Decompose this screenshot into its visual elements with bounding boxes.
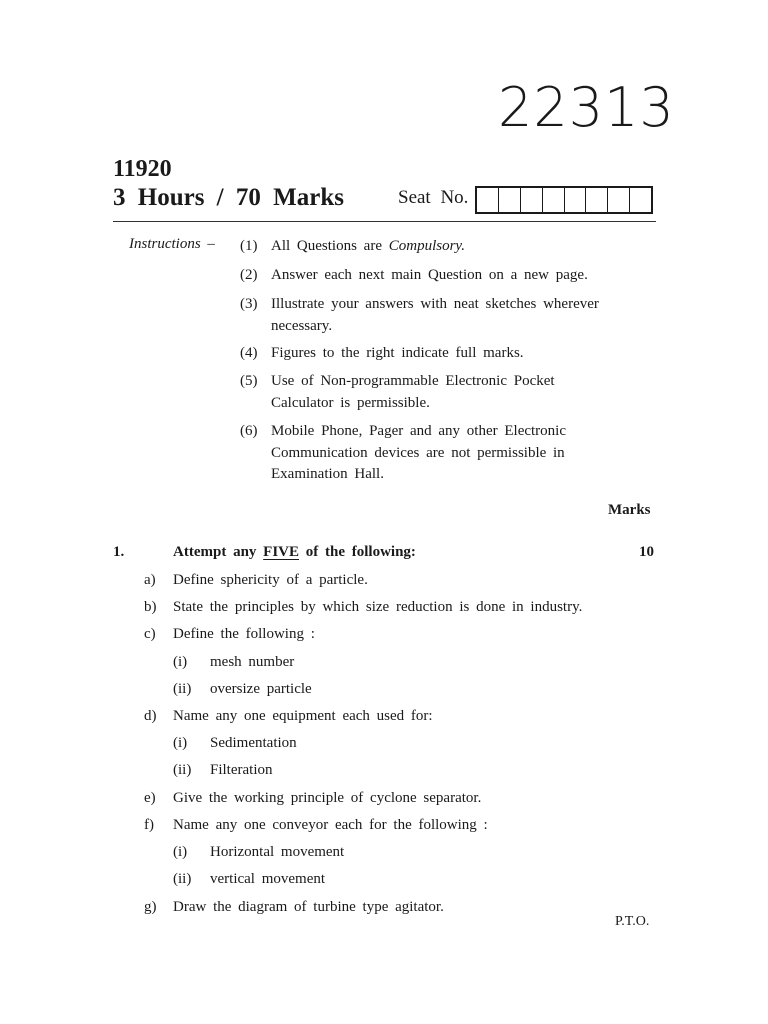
instruction-text: All Questions are Compulsory. (271, 238, 465, 254)
subpart-label: (ii) (173, 871, 192, 887)
part-label: d) (144, 708, 157, 724)
instruction-text: Use of Non-programmable Electronic Pocket Calculator is permissible. (271, 373, 555, 411)
subpart-text: Sedimentation (210, 735, 297, 751)
part-label: b) (144, 599, 157, 615)
part-text: State the principles by which size reduction is done in industry. (173, 599, 583, 615)
subpart-label: (i) (173, 844, 188, 860)
exam-code: 11920 (113, 156, 172, 182)
instruction-number: (6) (240, 423, 258, 439)
subpart-label: (ii) (173, 762, 192, 778)
instructions-label: Instructions – (129, 236, 215, 252)
subpart-text: Horizontal movement (210, 844, 345, 860)
part-text: Define the following : (173, 626, 315, 642)
part-label: c) (144, 626, 156, 642)
part-text: Name any one equipment each used for: (173, 708, 433, 724)
seat-number-boxes[interactable] (475, 186, 653, 214)
instruction-text: Mobile Phone, Pager and any other Electronic Communication devices are not permissible in Examination Hall. (271, 423, 567, 482)
part-text: Give the working principle of cyclone separator. (173, 790, 482, 806)
instruction-number: (4) (240, 345, 258, 361)
part-label: g) (144, 899, 157, 915)
subpart-text: Filteration (210, 762, 273, 778)
part-label: a) (144, 572, 156, 588)
question-marks: 10 (639, 544, 654, 560)
subpart-label: (i) (173, 735, 188, 751)
instruction-text: Answer each next main Question on a new page. (271, 267, 588, 283)
part-label: f) (144, 817, 154, 833)
instruction-number: (3) (240, 296, 258, 312)
subpart-label: (ii) (173, 681, 192, 697)
part-text: Name any one conveyor each for the following : (173, 817, 488, 833)
instruction-number: (1) (240, 238, 258, 254)
please-turn-over: P.T.O. (615, 914, 650, 929)
question-number: 1. (113, 544, 125, 560)
seat-number-label: Seat No. (398, 187, 469, 208)
instruction-text: Illustrate your answers with neat sketches wherever necessary. (271, 296, 599, 334)
question-title: Attempt any FIVE of the following: (173, 544, 416, 560)
paper-code: 22313 (498, 76, 675, 139)
part-text: Define sphericity of a particle. (173, 572, 368, 588)
duration-marks: 3 Hours / 70 Marks (113, 184, 344, 211)
subpart-label: (i) (173, 654, 188, 670)
subpart-text: mesh number (210, 654, 295, 670)
instruction-text: Figures to the right indicate full marks. (271, 345, 524, 361)
instruction-number: (2) (240, 267, 258, 283)
part-label: e) (144, 790, 156, 806)
marks-column-heading: Marks (608, 502, 651, 518)
instruction-number: (5) (240, 373, 258, 389)
subpart-text: oversize particle (210, 681, 312, 697)
part-text: Draw the diagram of turbine type agitator. (173, 899, 444, 915)
subpart-text: vertical movement (210, 871, 326, 887)
header-divider (113, 221, 656, 222)
